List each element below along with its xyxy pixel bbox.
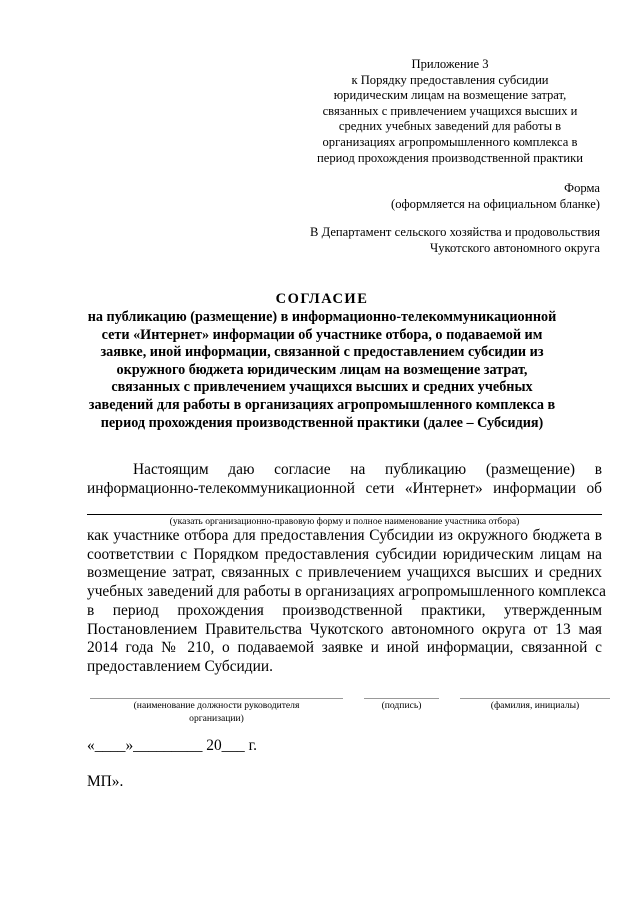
- date-field[interactable]: «____»_________ 20___ г.: [87, 737, 258, 754]
- position-caption: [90, 700, 343, 725]
- position-signature-line[interactable]: [90, 698, 343, 699]
- paragraph-line: 2014 года № 210, о подаваемой заявке и иной информации, связанной с: [87, 639, 602, 657]
- appendix-line: юридическим лицам на возмещение затрат,: [333, 88, 567, 103]
- signature-line[interactable]: [364, 698, 439, 699]
- stamp-placeholder: МП».: [87, 773, 124, 790]
- consent-paragraph-main: [87, 527, 606, 677]
- participant-name-caption: (указать организационно-правовую форму и полное наименование участника отбора): [169, 516, 520, 527]
- appendix-line: Приложение 3: [411, 57, 489, 71]
- form-note: [391, 180, 600, 212]
- paragraph-line: Постановлением Правительства Чукотского автономного округа от 13 мая: [87, 620, 602, 638]
- paragraph-line: информационно-телекоммуникационной сети «Интернет» информации об: [87, 479, 602, 497]
- subtitle-line: заявке, иной информации, связанной с предоставлением субсидии из: [100, 344, 544, 361]
- paragraph-line: возмещение затрат, связанных с привлечением учащихся высших и средних: [87, 564, 602, 582]
- full-name-line[interactable]: [460, 698, 610, 699]
- subtitle-line: сети «Интернет» информации об участнике отбора, о подаваемой им: [101, 326, 543, 343]
- paragraph-line: учебных заведений для работы в организациях агропромышленного комплекса: [87, 583, 606, 601]
- consent-paragraph-intro: [87, 461, 602, 498]
- full-name-caption: (фамилия, инициалы): [490, 700, 580, 711]
- paragraph-line: предоставлением Субсидии.: [87, 657, 273, 675]
- subtitle-line: заведений для работы в организациях агропромышленного комплекса в: [88, 396, 556, 413]
- position-caption-line: (наименование должности руководителя: [133, 700, 300, 711]
- appendix-line: организациях агропромышленного комплекса в: [322, 134, 578, 149]
- paragraph-line: соответствии с Порядком предоставления субсидии юридическим лицам на: [87, 545, 602, 563]
- document-title: СОГЛАСИЕ: [275, 291, 369, 307]
- subtitle-line: связанных с привлечением учащихся высших и средних учебных: [111, 379, 533, 396]
- subtitle-line: на публикацию (размещение) в информационно-телекоммуникационной: [87, 309, 557, 325]
- paragraph-line: в период прохождения производственной практики, утвержденным: [87, 601, 602, 619]
- appendix-header: [300, 57, 600, 166]
- document-subtitle: [62, 309, 582, 432]
- addressee: [310, 225, 600, 256]
- appendix-line: связанных с привлечением учащихся высших и: [322, 103, 578, 118]
- subtitle-line: окружного бюджета юридическим лицам на возмещение затрат,: [116, 361, 528, 378]
- appendix-line: к Порядку предоставления субсидии: [351, 72, 549, 87]
- addressee-line: В Департамент сельского хозяйства и продовольствия: [310, 225, 600, 239]
- form-note-text: (оформляется на официальном бланке): [391, 197, 600, 211]
- participant-name-field[interactable]: [87, 514, 602, 515]
- paragraph-line: как участнике отбора для предоставления Субсидии из окружного бюджета в: [87, 527, 602, 544]
- subtitle-line: период прохождения производственной практики (далее – Субсидия): [100, 414, 544, 431]
- signature-caption: (подпись): [381, 700, 422, 711]
- appendix-line: средних учебных заведений для работы в: [338, 119, 562, 134]
- paragraph-line: Настоящим даю согласие на публикацию (размещение) в: [133, 461, 602, 478]
- form-label: Форма: [564, 181, 600, 195]
- appendix-line: период прохождения производственной практики: [317, 150, 583, 165]
- addressee-line: Чукотского автономного округа: [430, 240, 600, 255]
- position-caption-line: организации): [189, 712, 244, 724]
